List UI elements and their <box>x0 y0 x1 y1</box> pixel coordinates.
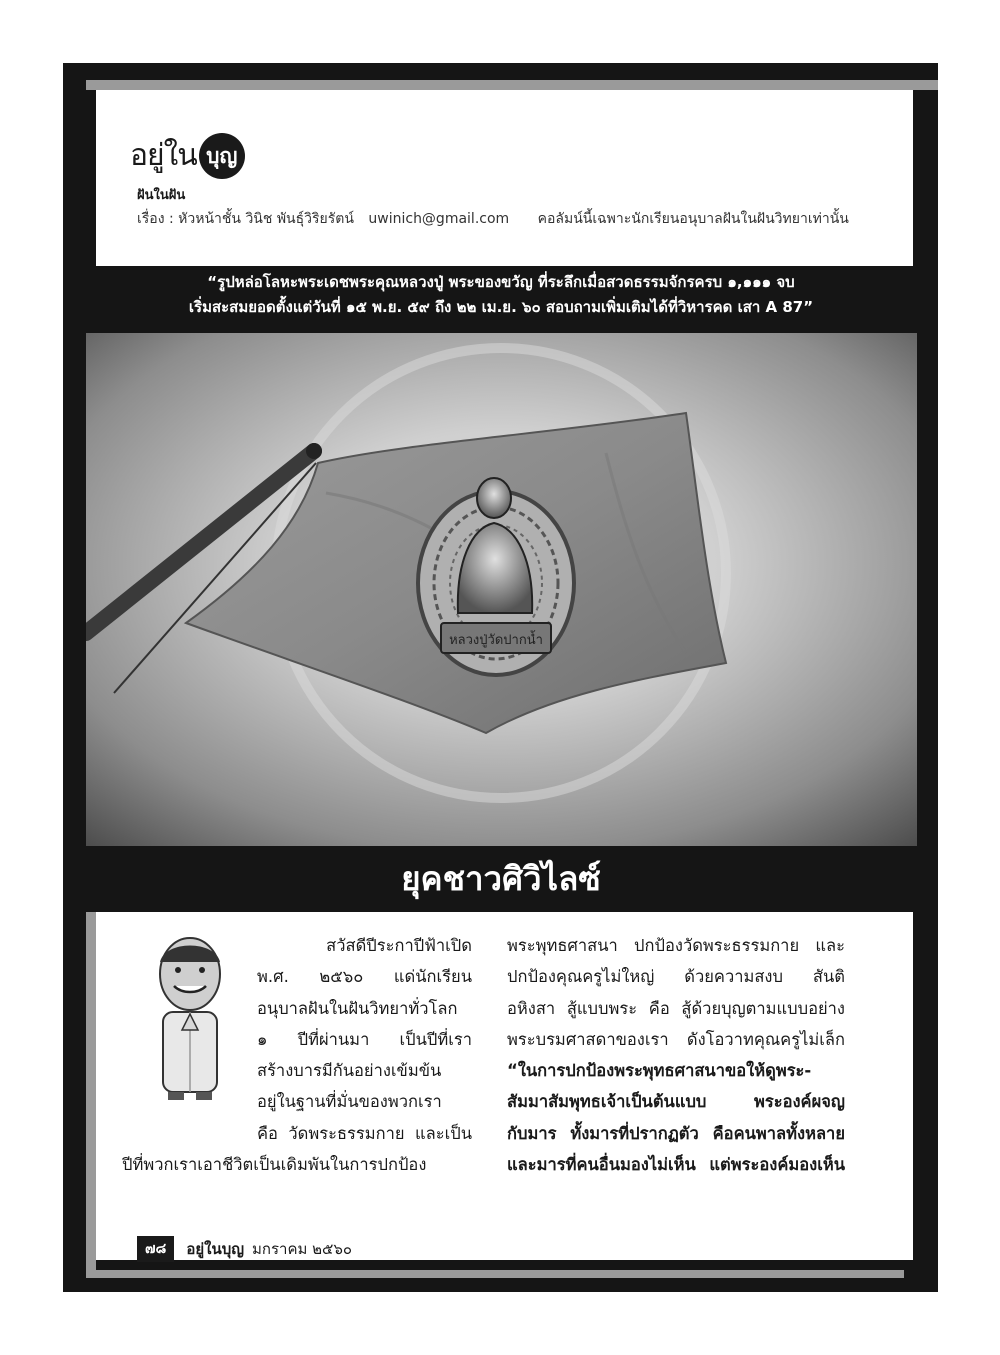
body-text-line: อยู่ในฐานที่มั่นของพวกเรา <box>257 1092 442 1112</box>
article-headline: ยุคชาวศิวิไลซ์ <box>401 859 601 898</box>
page-number: ๗๘ <box>137 1236 174 1262</box>
announcement-line-1: “รูปหล่อโลหะพระเดชพระคุณหลวงปู่ พระของขวัญ ที่ระลึกเมื่อสวดธรรมจักรครบ ๑,๑๑๑ จบ <box>207 273 795 291</box>
body-quote-line: และมารที่คนอื่นมองไม่เห็น แต่พระองค์มองเห็น <box>507 1155 845 1175</box>
body-quote-line: สัมมาสัมพุทธเจ้าเป็นต้นแบบ พระองค์ผจญ <box>507 1092 845 1112</box>
byline <box>137 208 849 230</box>
body-text-line: อหิงสา สู้แบบพระ คือ สู้ด้วยบุญตามแบบอย่าง <box>507 998 845 1018</box>
statue-plaque-text: หลวงปู่วัดปากน้ำ <box>449 632 543 647</box>
body-text-line: พระบรมศาสดาของเรา ดังโอวาทคุณครูไม่เล็ก <box>507 1029 845 1049</box>
announcement-line-2: เริ่มสะสมยอดตั้งแต่วันที่ ๑๕ พ.ย. ๕๙ ถึง ๒๒ เม.ย. ๖๐ สอบถามเพิ่มเติมได้ที่วิหารคด เสา A 87” <box>188 298 814 316</box>
body-text-line: คือ วัดพระธรรมกาย และเป็น <box>257 1123 472 1143</box>
body-text-line: พ.ศ. ๒๕๖๐ แด่นักเรียน <box>257 967 472 987</box>
body-text-line: ๑ ปีที่ผ่านมา เป็นปีที่เรา <box>257 1029 472 1049</box>
logo-badge: บุญ <box>199 133 245 179</box>
body-column-left <box>122 930 472 1180</box>
body-column-right <box>507 930 845 1180</box>
body-quote-line: “ในการปกป้องพระพุทธศาสนาขอให้ดูพระ- <box>507 1061 812 1081</box>
logo-script-text: อยู่ใน <box>130 138 197 173</box>
body-text-line: สวัสดีปีระกาปีฟ้าเปิด <box>326 936 472 955</box>
flag-photo-illustration <box>86 333 917 846</box>
author-credit: เรื่อง : หัวหน้าชั้น วินิช พันธุ์วิริยรัตน์ <box>137 211 354 227</box>
column-note: คอลัมน์นี้เฉพาะนักเรียนอนุบาลฝันในฝันวิทยาเท่านั้น <box>537 211 849 227</box>
issue-date: มกราคม ๒๕๖๐ <box>252 1240 353 1258</box>
body-quote-line: กับมาร ทั้งมารที่ปรากฏตัว คือคนพาลทั้งหลาย <box>507 1123 845 1143</box>
magazine-name: อยู่ในบุญ <box>186 1240 245 1258</box>
author-email: uwinich@gmail.com <box>368 211 510 227</box>
body-text-line: สร้างบารมีกันอย่างเข้มข้น <box>257 1061 442 1081</box>
frame-accent-top <box>86 80 938 90</box>
flag-photo <box>86 333 917 846</box>
body-text-line: อนุบาลฝันในฝันวิทยาทั่วโลก <box>257 998 458 1018</box>
body-text-line: ปกป้องคุณครูไม่ใหญ่ ด้วยความสงบ สันติ <box>507 967 845 987</box>
frame-accent-side <box>86 912 96 1278</box>
body-text-line: ปีที่พวกเราเอาชีวิตเป็นเดิมพันในการปกป้อง <box>122 1155 427 1175</box>
column-logo <box>130 131 245 181</box>
frame-accent-bottom <box>86 1270 904 1278</box>
page-footer <box>137 1236 352 1262</box>
column-title: ฝันในฝัน <box>137 188 186 203</box>
announcement <box>86 270 916 320</box>
body-text-line: พระพุทธศาสนา ปกป้องวัดพระธรรมกาย และ <box>507 936 845 955</box>
